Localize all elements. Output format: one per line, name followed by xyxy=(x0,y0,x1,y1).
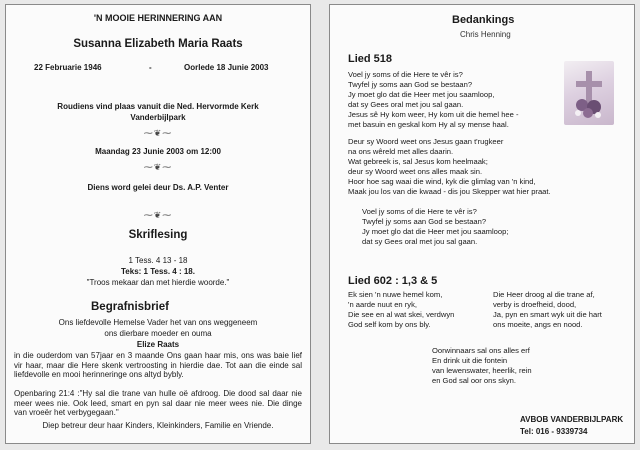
lyric-line: Maak jou los van die kwaad - dis jou Skepper wat hier praat. xyxy=(348,186,551,196)
scripture-title: Skriflesing xyxy=(128,229,188,241)
scripture-ref: 1 Tess. 4 13 - 18 xyxy=(128,256,188,265)
officiant: Diens word gelei deur Ds. A.P. Venter xyxy=(87,183,229,192)
lyric-line: Deur sy Woord weet ons Jesus gaan t'rugkeer xyxy=(348,137,504,146)
lyric-line: dat sy Gees oral met jou sal gaan. xyxy=(348,99,464,109)
hymn1-stanza1 xyxy=(348,70,519,129)
revelation-quote: Openbaring 21:4 :"Hy sal die trane van hulle oë afdroog. Die dood sal daar nie meer wees nie. Ook leed, smart en pyn sal daar nie meer wees nie. Die dinge van vroeër het verbygegaan." xyxy=(14,389,302,418)
deceased-name: Susanna Elizabeth Maria Raats xyxy=(73,38,243,50)
thanks-title: Bedankings xyxy=(452,14,515,26)
lyric-line: Die see en al wat skei, verdwyn xyxy=(348,309,455,319)
hymn2-stanza1 xyxy=(348,290,454,330)
lyric-line: van lewenswater, heerlik, rein xyxy=(432,365,532,375)
lyric-line: ons moeite, angs en nood. xyxy=(493,319,583,329)
scripture-quote: "Troos mekaar dan met hierdie woorde." xyxy=(86,278,230,287)
lyric-line: 'n aarde nuut en ryk, xyxy=(348,299,417,309)
lyric-line: met basuin en geskal kom Hy al sy mense haal. xyxy=(348,119,509,129)
service-venue: Roudiens vind plaas vanuit die Ned. Hervormde Kerk xyxy=(57,102,259,111)
lyric-line: Die Heer droog al die trane af, xyxy=(493,290,595,299)
lyric-line: Jy moet glo dat die Heer met jou saamloop; xyxy=(362,226,509,236)
lyric-line: Ja, pyn en smart wyk uit die hart xyxy=(493,309,602,319)
closing-line: Diep betreur deur haar Kinders, Kleinkinders, Familie en Vriende. xyxy=(42,421,274,430)
lyric-line: Jesus sê Hy kom weer, Hy kom uit die hemel hee - xyxy=(348,109,519,119)
right-page xyxy=(329,4,635,444)
hymn2-stanza3 xyxy=(432,346,532,386)
hymn1-title: Lied 518 xyxy=(348,53,393,65)
death-date: Oorlede 18 Junie 2003 xyxy=(184,63,269,72)
memorial-heading: 'N MOOIE HERINNERING AAN xyxy=(93,13,223,23)
lyric-line: En drink uit die fontein xyxy=(432,355,508,365)
hymn2-stanza2 xyxy=(493,290,602,330)
flourish-ornament-icon: ⁓❦⁓ xyxy=(143,162,173,172)
lyric-line: Voel jy soms of die Here te vêr is? xyxy=(348,70,463,79)
lyric-line: en God sal oor ons skyn. xyxy=(432,375,516,385)
hymn1-stanza3 xyxy=(362,207,508,247)
lyric-line: dat sy Gees oral met jou sal gaan. xyxy=(362,236,478,246)
lyric-line: deur sy Woord weet ons alles maak sin. xyxy=(348,166,483,176)
lyric-line: Wat gebreek is, sal Jesus kom heelmaak; xyxy=(348,156,488,166)
lyric-line: verby is droefheid, dood, xyxy=(493,299,577,309)
lyric-line: Oorwinnaars sal ons alles erf xyxy=(432,346,530,355)
flourish-ornament-icon: ⁓❦⁓ xyxy=(143,128,173,138)
hymn1-stanza2 xyxy=(348,137,551,196)
lyric-line: Voel jy soms of die Here te vêr is? xyxy=(362,207,477,216)
cross-and-flowers-icon xyxy=(564,61,614,125)
birth-date: 22 Februarie 1946 xyxy=(34,63,102,72)
service-town: Vanderbijlpark xyxy=(130,113,186,122)
undertaker-phone: Tel: 016 - 9339734 xyxy=(520,427,588,436)
lyric-line: Hoor hoe sag waai die wind, kyk die glimlag van 'n kind, xyxy=(348,176,536,186)
lyric-line: Twyfel jy soms aan God se bestaan? xyxy=(348,79,473,89)
letter-title: Begrafnisbrief xyxy=(91,301,169,313)
letter-paragraph: in die ouderdom van 57jaar en 3 maande Ons gaan haar mis, ons was baie lief vir haar, maar die Here skenk vertroosting in hierdie dae. Tot aan die einde sal liefdevolle en mooi herinneringe ons altyd bybly. xyxy=(14,351,302,380)
scripture-text-ref: Teks: 1 Tess. 4 : 18. xyxy=(121,267,195,276)
hymn2-title: Lied 602 : 1,3 & 5 xyxy=(348,275,438,287)
lyric-line: Jy moet glo dat die Heer met jou saamloop, xyxy=(348,89,495,99)
date-separator: - xyxy=(149,63,152,72)
letter-line: Ons liefdevolle Hemelse Vader het van ons weggeneem xyxy=(58,318,258,327)
lyric-line: Twyfel jy soms aan God se bestaan? xyxy=(362,216,487,226)
lyric-line: na ons wêreld met alles daarin. xyxy=(348,146,454,156)
lyric-line: God self kom by ons bly. xyxy=(348,319,431,329)
letter-name: Elize Raats xyxy=(136,340,180,349)
flourish-ornament-icon: ⁓❦⁓ xyxy=(143,210,173,220)
undertaker-name: AVBOB VANDERBIJLPARK xyxy=(520,415,624,424)
left-page xyxy=(5,4,311,444)
lyric-line: Ek sien 'n nuwe hemel kom, xyxy=(348,290,443,299)
author-name: Chris Henning xyxy=(460,30,511,39)
letter-line: ons dierbare moeder en ouma xyxy=(104,329,212,338)
service-date: Maandag 23 Junie 2003 om 12:00 xyxy=(95,147,221,156)
